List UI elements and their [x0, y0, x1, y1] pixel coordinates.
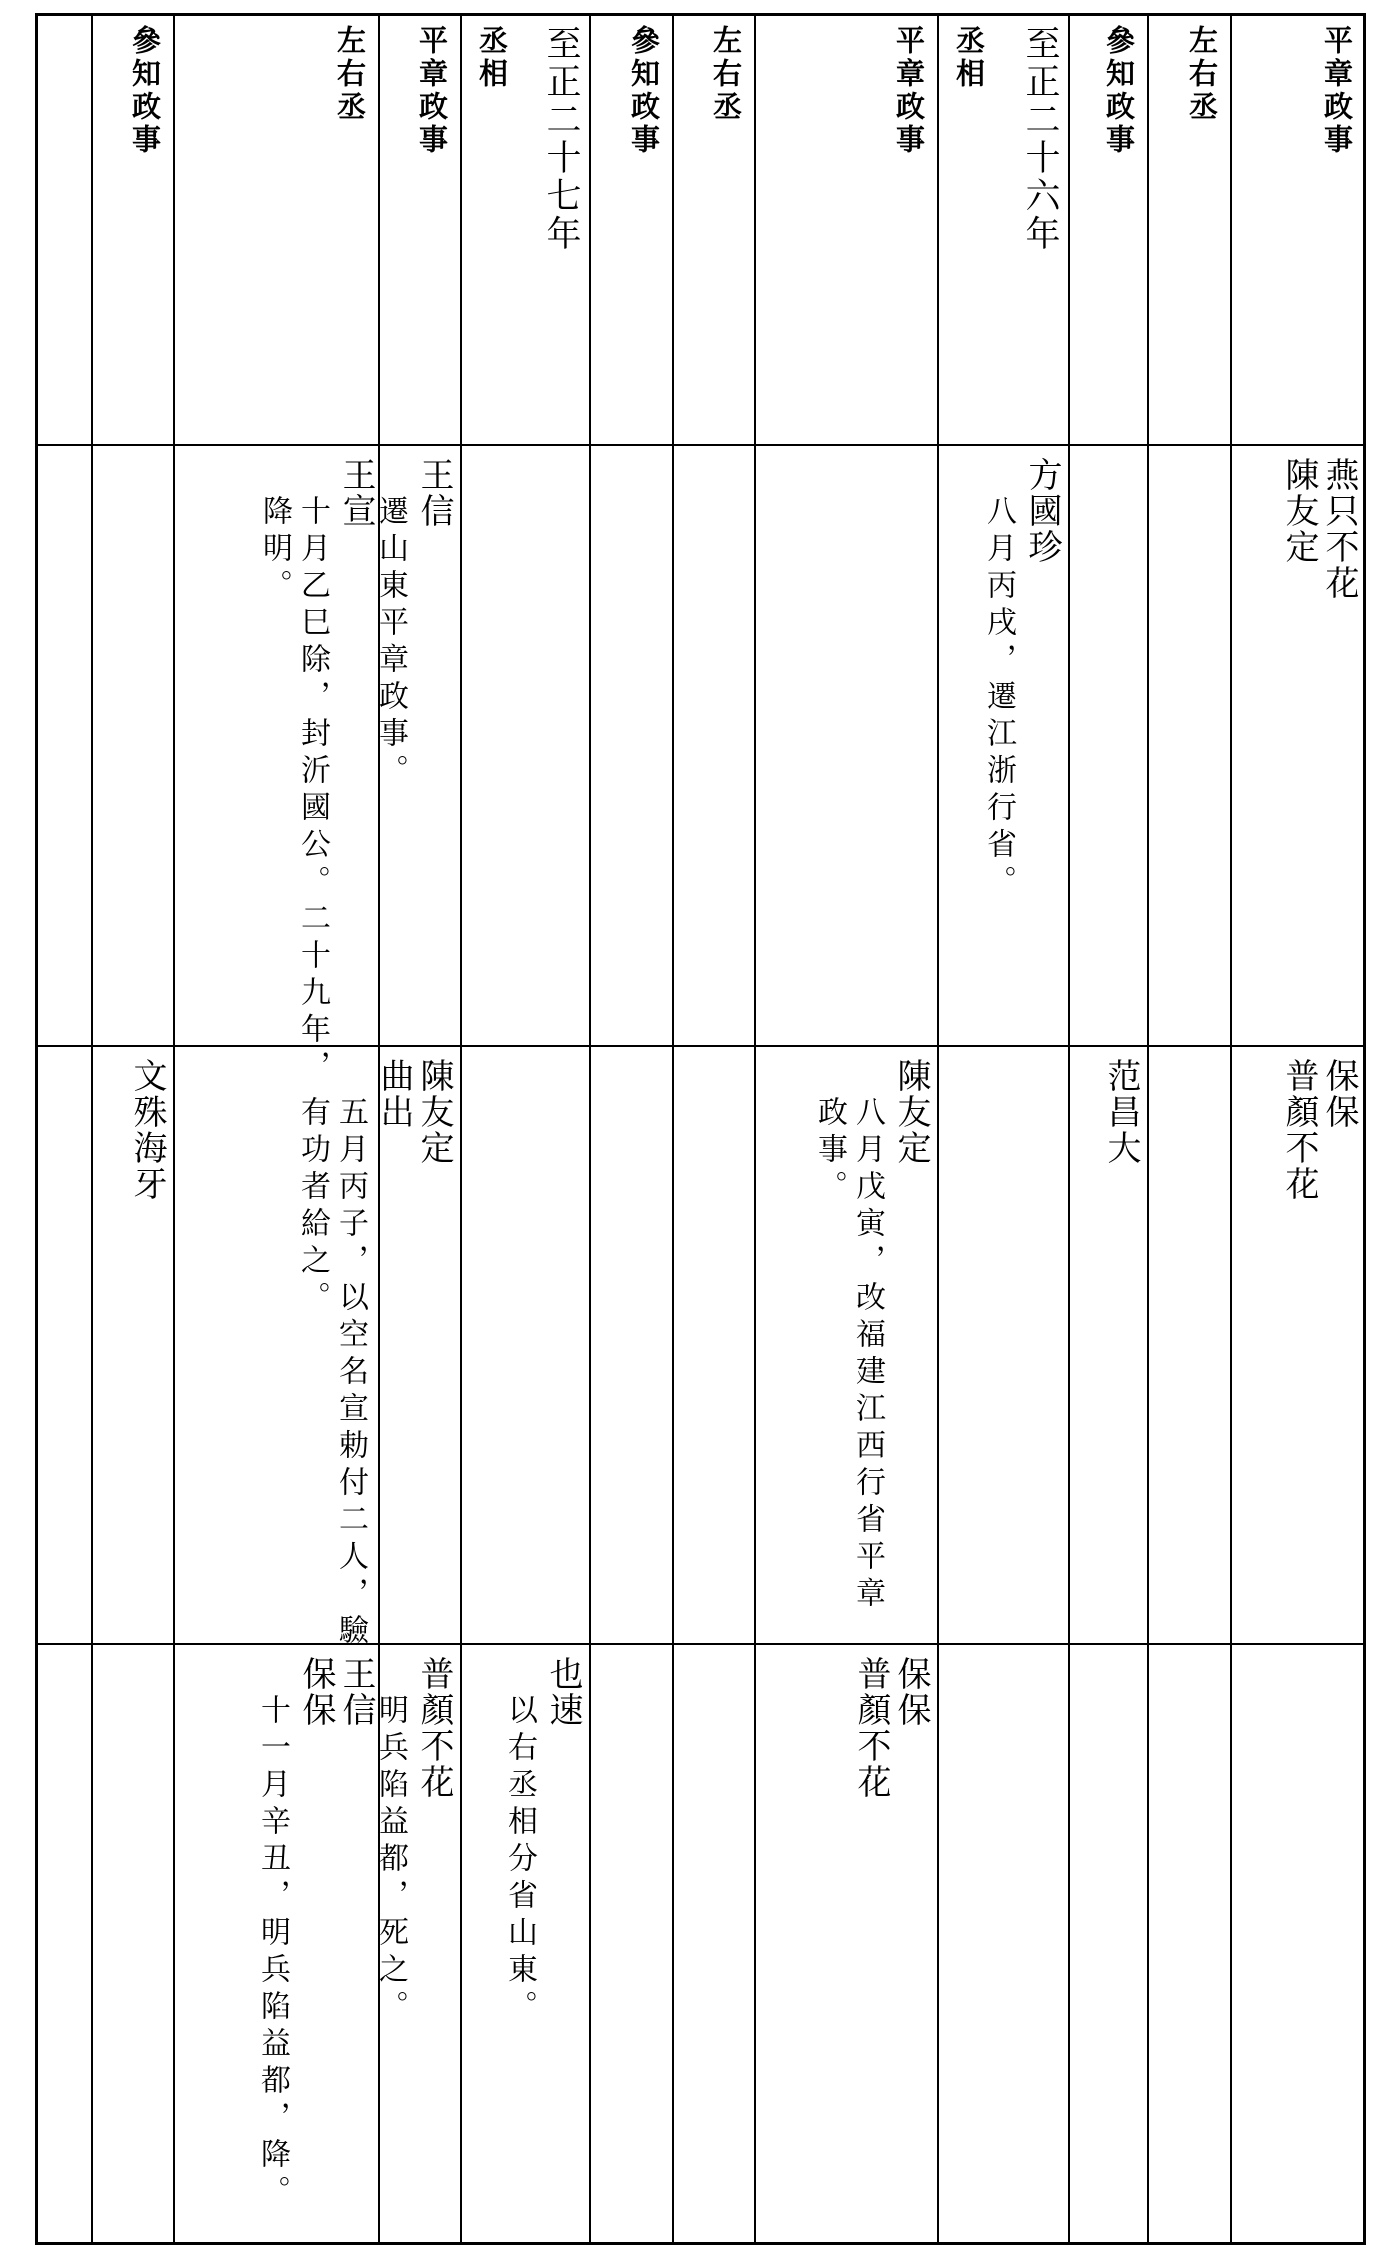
column-divider [672, 13, 674, 2245]
column-divider [1068, 13, 1070, 2245]
annotation-note: 十月乙巳除，封沂國公。二十九年， [295, 495, 330, 1087]
official-name: 文殊海牙 [127, 1058, 167, 1202]
column-header: 丞相 [952, 25, 986, 91]
column-divider [589, 13, 591, 2245]
row-divider [35, 1045, 1366, 1047]
column-header: 參知政事 [627, 25, 661, 157]
official-name: 保保 [296, 1656, 336, 1728]
official-name: 王信 [336, 1656, 376, 1728]
annotation-note: 八月丙戌，遷江浙行省。 [981, 495, 1016, 902]
column-header: 平章政事 [1320, 25, 1354, 157]
official-name: 保保 [1319, 1058, 1359, 1130]
row-divider [35, 444, 1366, 446]
table-border-right [1363, 13, 1366, 2245]
column-divider [1147, 13, 1149, 2245]
column-divider [460, 13, 462, 2245]
annotation-note: 遷山東平章政事。 [373, 495, 408, 791]
official-name: 普顏不花 [851, 1656, 891, 1800]
column-divider [1230, 13, 1232, 2245]
annotation-note: 有功者給之。 [295, 1096, 330, 1318]
column-header: 平章政事 [415, 25, 449, 157]
column-divider [173, 13, 175, 2245]
official-name: 王信 [414, 457, 454, 529]
official-name: 普顏不花 [414, 1656, 454, 1800]
annotation-note: 降明。 [257, 495, 292, 606]
official-name: 保保 [891, 1656, 931, 1728]
official-name: 普顏不花 [1279, 1058, 1319, 1202]
official-name: 陳友定 [1279, 457, 1319, 565]
column-divider [937, 13, 939, 2245]
table-border-left [35, 13, 38, 2245]
official-name: 燕只不花 [1319, 457, 1359, 601]
column-header: 左右丞 [333, 25, 367, 124]
official-name: 陳友定 [414, 1058, 454, 1166]
annotation-note: 明兵陷益都，死之。 [373, 1694, 408, 2027]
annotation-note: 政事。 [812, 1096, 847, 1207]
year-label: 至正二十六年 [1020, 25, 1060, 253]
row-divider [35, 1643, 1366, 1645]
column-header: 參知政事 [1102, 25, 1136, 157]
official-name: 曲出 [374, 1058, 414, 1130]
annotation-note: 十一月辛丑，明兵陷益都，降。 [255, 1694, 290, 2212]
column-header: 平章政事 [892, 25, 926, 157]
table-border-bottom [35, 2242, 1366, 2245]
column-divider [91, 13, 93, 2245]
year-label: 至正二十七年 [541, 25, 581, 253]
annotation-note: 八月戊寅，改福建江西行省平章 [850, 1096, 885, 1614]
official-name: 王宣 [336, 457, 376, 529]
column-header: 丞相 [475, 25, 509, 91]
annotation-note: 五月丙子，以空名宣勅付二人，驗 [333, 1096, 368, 1651]
table-border-top [35, 13, 1366, 16]
column-header: 參知政事 [128, 25, 162, 157]
column-divider [754, 13, 756, 2245]
official-name: 也速 [543, 1656, 583, 1728]
official-name: 陳友定 [891, 1058, 931, 1166]
official-name: 范昌大 [1101, 1058, 1141, 1166]
column-header: 左右丞 [709, 25, 743, 124]
official-name: 方國珍 [1022, 457, 1062, 565]
column-header: 左右丞 [1185, 25, 1219, 124]
annotation-note: 以右丞相分省山東。 [502, 1694, 537, 2027]
